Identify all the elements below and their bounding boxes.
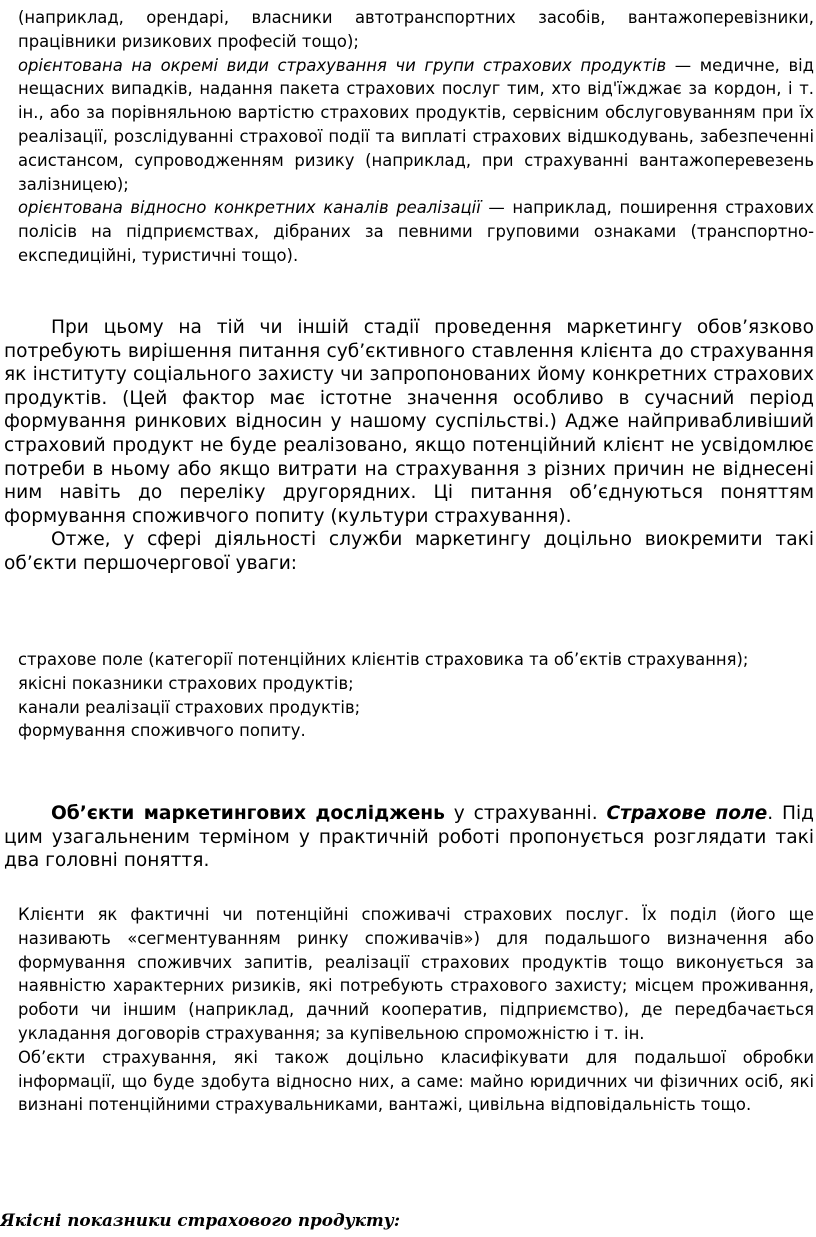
clients-list	[18, 903, 814, 1117]
list-item-emphasis: орієнтована на окремі види страхування чи групи страхових продуктів	[18, 55, 667, 75]
paragraph-text: у страхуванні.	[444, 803, 607, 824]
section-heading: Об’єкти маркетингових досліджень	[51, 803, 445, 824]
segmentation-list	[18, 6, 814, 268]
list-item-text: (наприклад, орендарі, власники автотранспортних засобів, вантажоперевізники, працівники ризикових професій тощо);	[18, 8, 814, 51]
list-item-emphasis: орієнтована відносно конкретних каналів реалізації	[18, 198, 481, 218]
term-heading: Страхове поле	[606, 803, 768, 824]
research-section	[4, 802, 814, 873]
paragraph: Отже, у сфері діяльності служби маркетингу доцільно виокремити такі об’єкти першочергової уваги:	[4, 529, 814, 574]
body-text	[4, 316, 814, 576]
list-item-text: — наприклад, поширення страхових полісів на підприємствах, дібраних за певними груповими ознаками (транспортно-експедиційні, туристичні тощо).	[18, 198, 814, 265]
list-item: якісні показники страхових продуктів;	[18, 673, 354, 693]
list-item	[18, 54, 814, 197]
list-item: формування споживчого попиту.	[18, 721, 306, 741]
list-item-text: — медичне, від нещасних випадків, надання пакета страхових послуг тим, хто від'їжджає за кордон, і т. ін., або за порівняльною вартістю страхових продуктів, сервісним обслуговуванням при їх реалізації, розслідуванні страхової події та виплаті страхових відшкодувань, забезпеченні асистансом, супроводженням ризику (наприклад, при страхуванні вантажоперевезень залізницею);	[18, 55, 814, 194]
paragraph-text: . Під цим узагальненим терміном у практичній роботі пропонується розглядати такі два головні поняття.	[4, 803, 814, 872]
list-item	[18, 6, 814, 54]
objects-list	[18, 648, 814, 743]
paragraph	[4, 802, 814, 873]
list-item: страхове поле (категорії потенційних клієнтів страховика та об’єктів страхування);	[18, 650, 749, 669]
list-item: Об’єкти страхування, які також доцільно класифікувати для подальшої обробки інформації, що буде здобута відносно них, а саме: майно юридичних чи фізичних осіб, які визнані потенційними страхувальниками, вантажі, цивільна відповідальність тощо.	[18, 1047, 814, 1115]
list-item: Клієнти як фактичні чи потенційні споживачі страхових послуг. Їх поділ (його ще називають «сегментуванням ринку споживачів») для подальшого визначення або формування споживчих запитів, реалізації страхових продуктів тощо виконується за наявністю характерних ризиків, які потребують страхового захисту; місцем проживання, роботи чи іншим (наприклад, дачний кооператив, підприємство), де передбачається укладання договорів страхування; за купівельною спроможністю і т. ін.	[18, 905, 814, 1043]
list-item	[18, 196, 814, 267]
paragraph: При цьому на тій чи іншій стадії проведення маркетингу обов’язково потребують вирішення питання суб’єктивного ставлення клієнта до страхування як інституту соціального захисту чи запропонованих йому конкретних страхових продуктів. (Цей фактор має істотне значення особливо в сучасний період формування ринкових відносин у нашому суспільстві.) Адже найпривабливіший страховий продукт не буде реалізовано, якщо потенційний клієнт не усвідомлює потреби в ньому або якщо витрати на страхування з різних причин не віднесені ним навіть до переліку другорядних. Ці питання об’єднуються поняттям формування споживчого попиту (культури страхування).	[4, 317, 814, 527]
list-item: канали реалізації страхових продуктів;	[18, 697, 361, 717]
final-heading: Якісні показники страхового продукту:	[0, 1210, 401, 1230]
